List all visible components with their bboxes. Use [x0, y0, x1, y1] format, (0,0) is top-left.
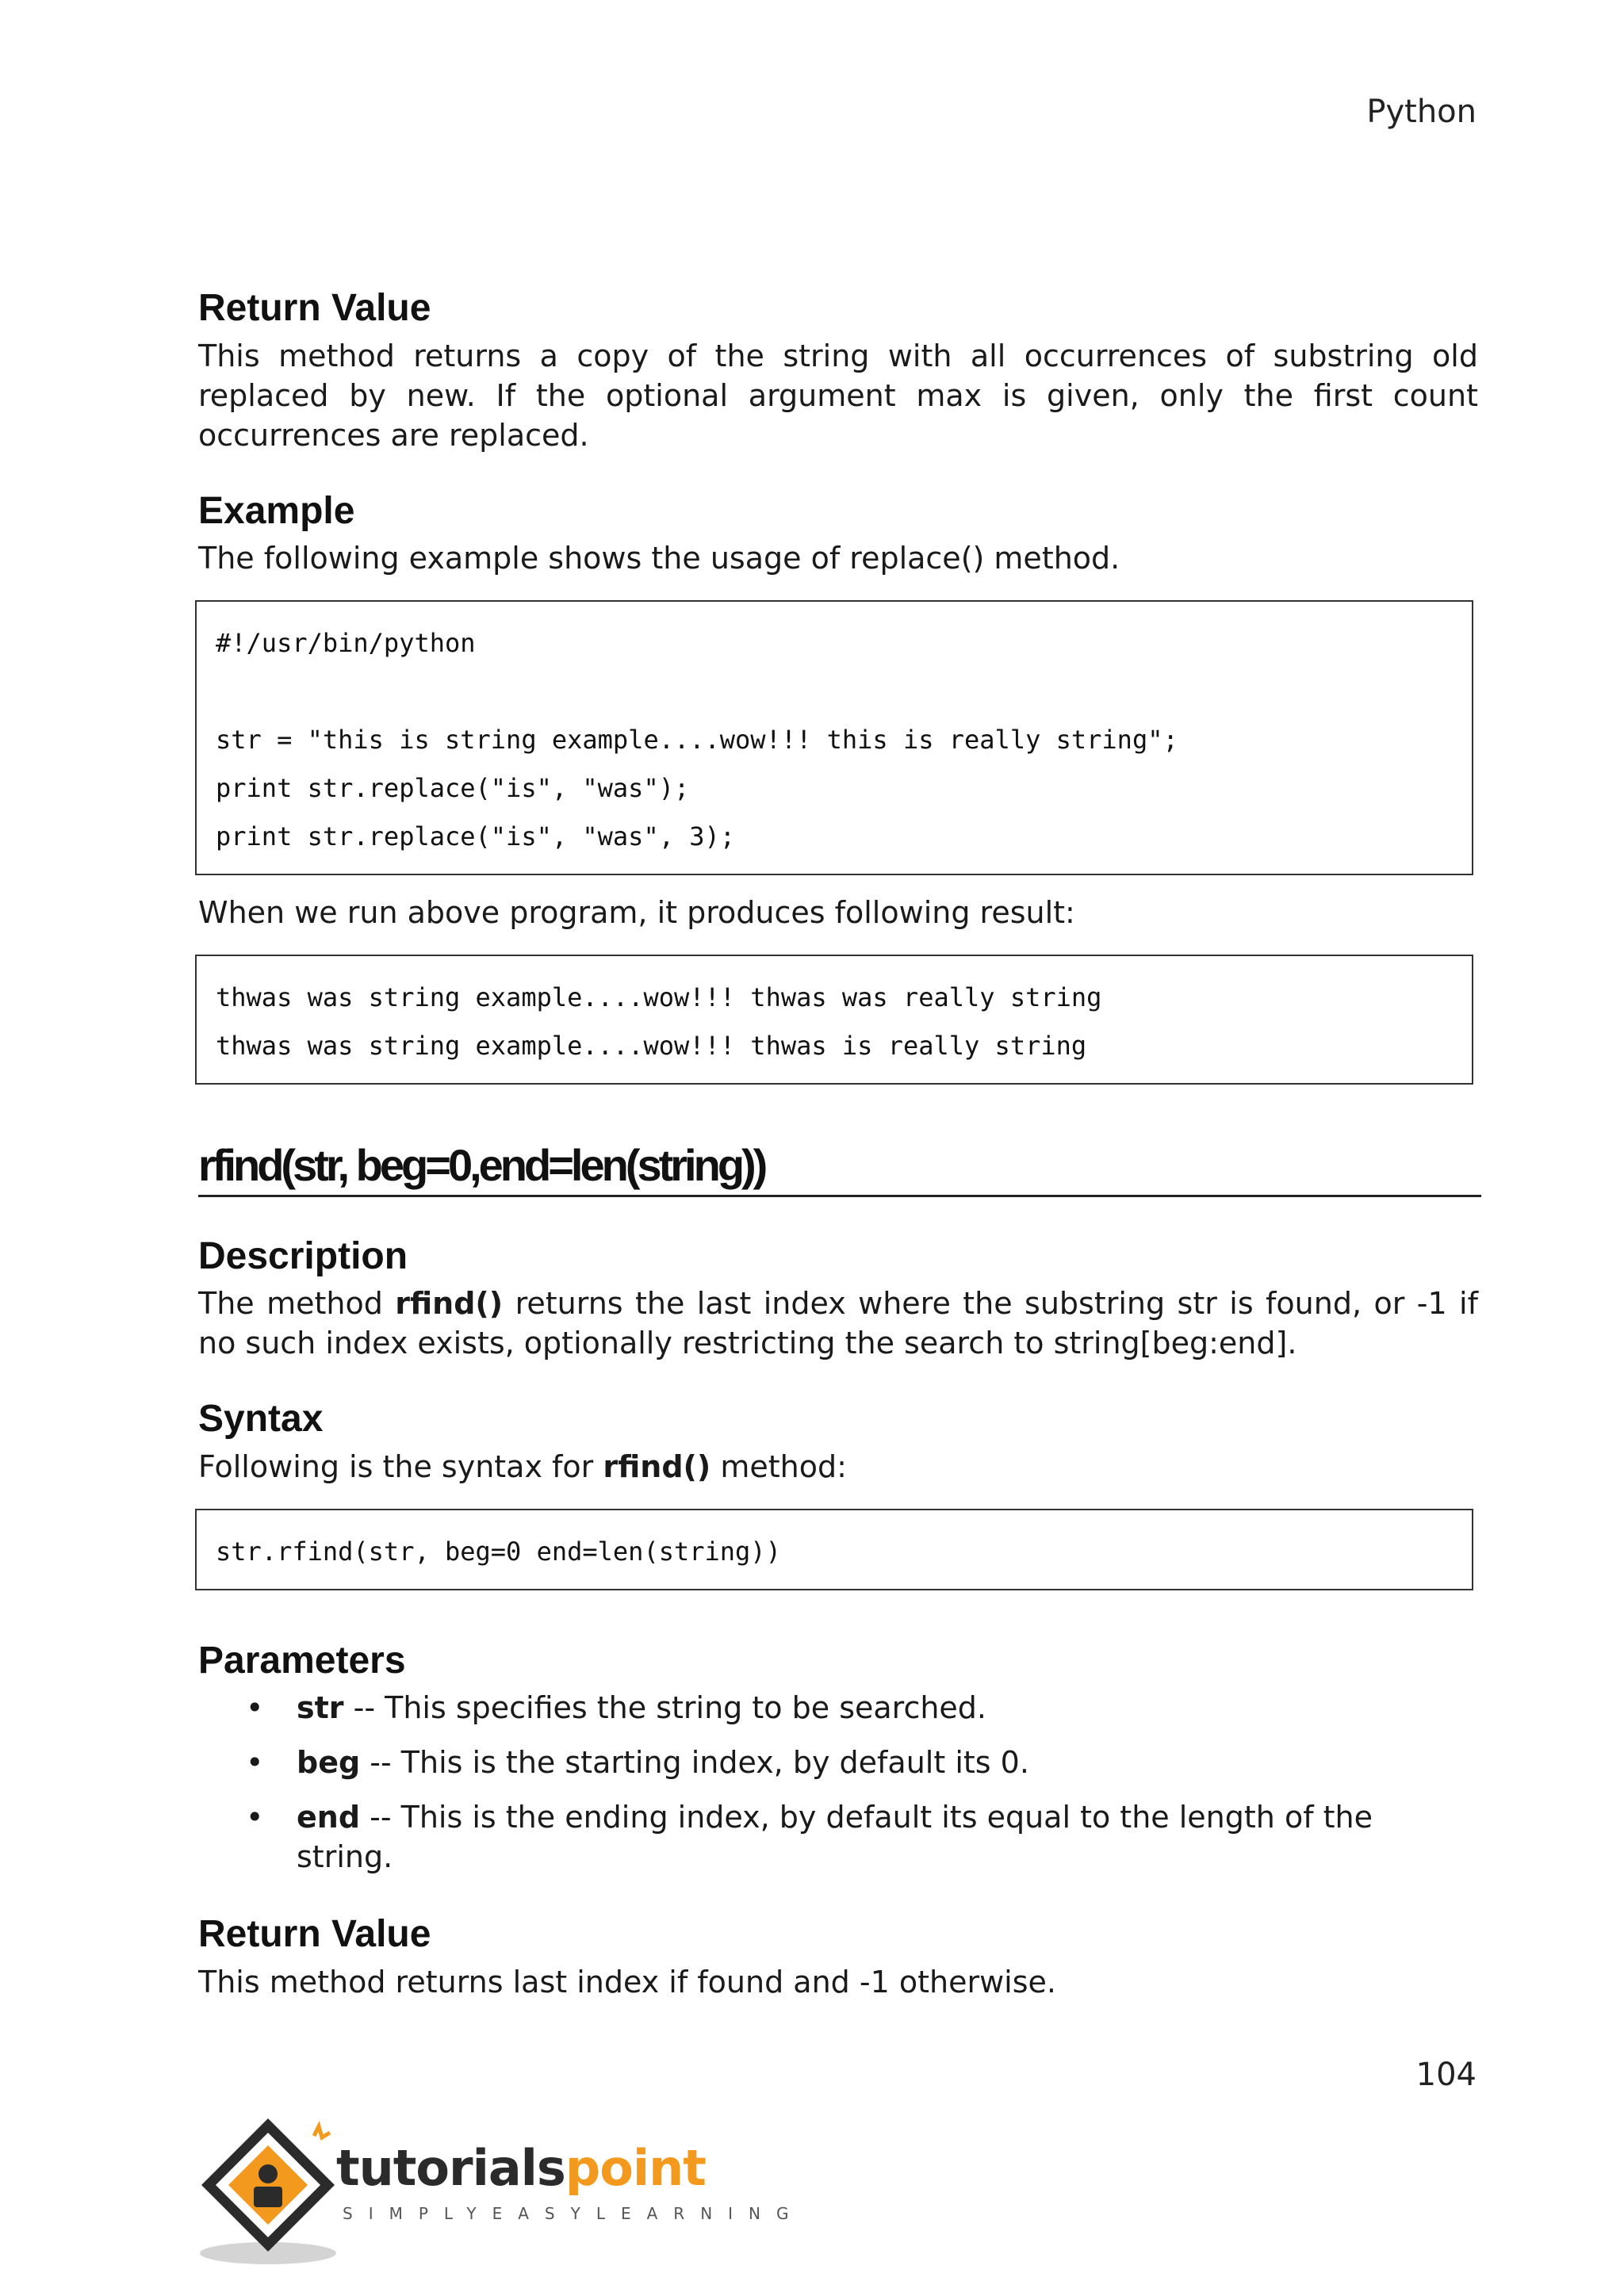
code-line: #!/usr/bin/python: [216, 628, 476, 659]
return-value-text: This method returns a copy of the string with all occurrences of substring old replaced by new. If the optional argument max is given, only the first count occurrences are replaced.: [198, 338, 1478, 453]
rfind-section-title: rfind(str, beg=0,end=len(string)): [198, 1140, 1481, 1196]
description-post: returns the last index where the substring str is found, or -1 if no such index exists, optionally restricting the search to string[beg:end].: [198, 1286, 1478, 1361]
logo-word-1: tutorials: [336, 2139, 565, 2197]
logo-diamond-icon: [195, 2112, 354, 2271]
output-line: thwas was string example....wow!!! thwas was really string: [216, 982, 1102, 1013]
code-line: print str.replace("is", "was");: [216, 773, 690, 804]
syntax-code-line: str.rfind(str, beg=0 end=len(string)): [216, 1536, 781, 1567]
return-value-heading-2: Return Value: [198, 1913, 431, 1956]
syntax-heading: Syntax: [198, 1398, 324, 1441]
param-name: end: [297, 1800, 361, 1835]
result-intro-text: When we run above program, it produces following result:: [198, 895, 1075, 931]
logo-tagline: SIMPLYEASYLEARNING: [343, 2204, 805, 2223]
logo-wordmark: [336, 2139, 706, 2197]
param-name: beg: [297, 1745, 361, 1781]
param-desc: -- This is the ending index, by default its equal to the length of the string.: [297, 1800, 1373, 1875]
page-content: [198, 285, 1478, 2035]
return-value-heading: Return Value: [198, 287, 431, 329]
output-code-block: [195, 955, 1473, 1085]
logo-word-2: point: [565, 2139, 706, 2197]
syntax-code-block: [195, 1509, 1473, 1590]
output-line: thwas was string example....wow!!! thwas is really string: [216, 1031, 1087, 1062]
parameters-list: [198, 1688, 1478, 1877]
syntax-text: [198, 1447, 1478, 1487]
code-line: print str.replace("is", "was", 3);: [216, 821, 736, 852]
running-header: Python: [1366, 94, 1477, 130]
list-item: [198, 1688, 1478, 1728]
syntax-method-name: rfind(): [603, 1448, 711, 1484]
bullet-icon: •: [246, 1800, 264, 1835]
description-heading: Description: [198, 1234, 408, 1277]
param-desc: -- This specifies the string to be searched.: [343, 1690, 986, 1726]
list-item: [198, 1797, 1478, 1877]
syntax-post: method:: [710, 1448, 847, 1484]
syntax-pre: Following is the syntax for: [198, 1448, 603, 1484]
example-text: The following example shows the usage of replace() method.: [198, 541, 1120, 576]
code-line: [216, 668, 1453, 716]
page-number: 104: [1415, 2057, 1477, 2093]
code-line: str = "this is string example....wow!!! this is really string";: [216, 725, 1178, 756]
bullet-icon: •: [246, 1745, 264, 1781]
tutorialspoint-logo: [195, 2112, 805, 2271]
example-heading: Example: [198, 489, 355, 532]
parameters-heading: Parameters: [198, 1639, 406, 1682]
description-pre: The method: [198, 1286, 396, 1322]
param-desc: -- This is the starting index, by default its 0.: [360, 1745, 1029, 1781]
list-item: [198, 1743, 1478, 1782]
example-code-block: [195, 600, 1473, 875]
bullet-icon: •: [246, 1690, 264, 1726]
return-value-text-2: This method returns last index if found and -1 otherwise.: [198, 1964, 1056, 1999]
param-name: str: [297, 1690, 344, 1726]
description-method-name: rfind(): [395, 1286, 504, 1322]
description-text: [198, 1284, 1478, 1363]
